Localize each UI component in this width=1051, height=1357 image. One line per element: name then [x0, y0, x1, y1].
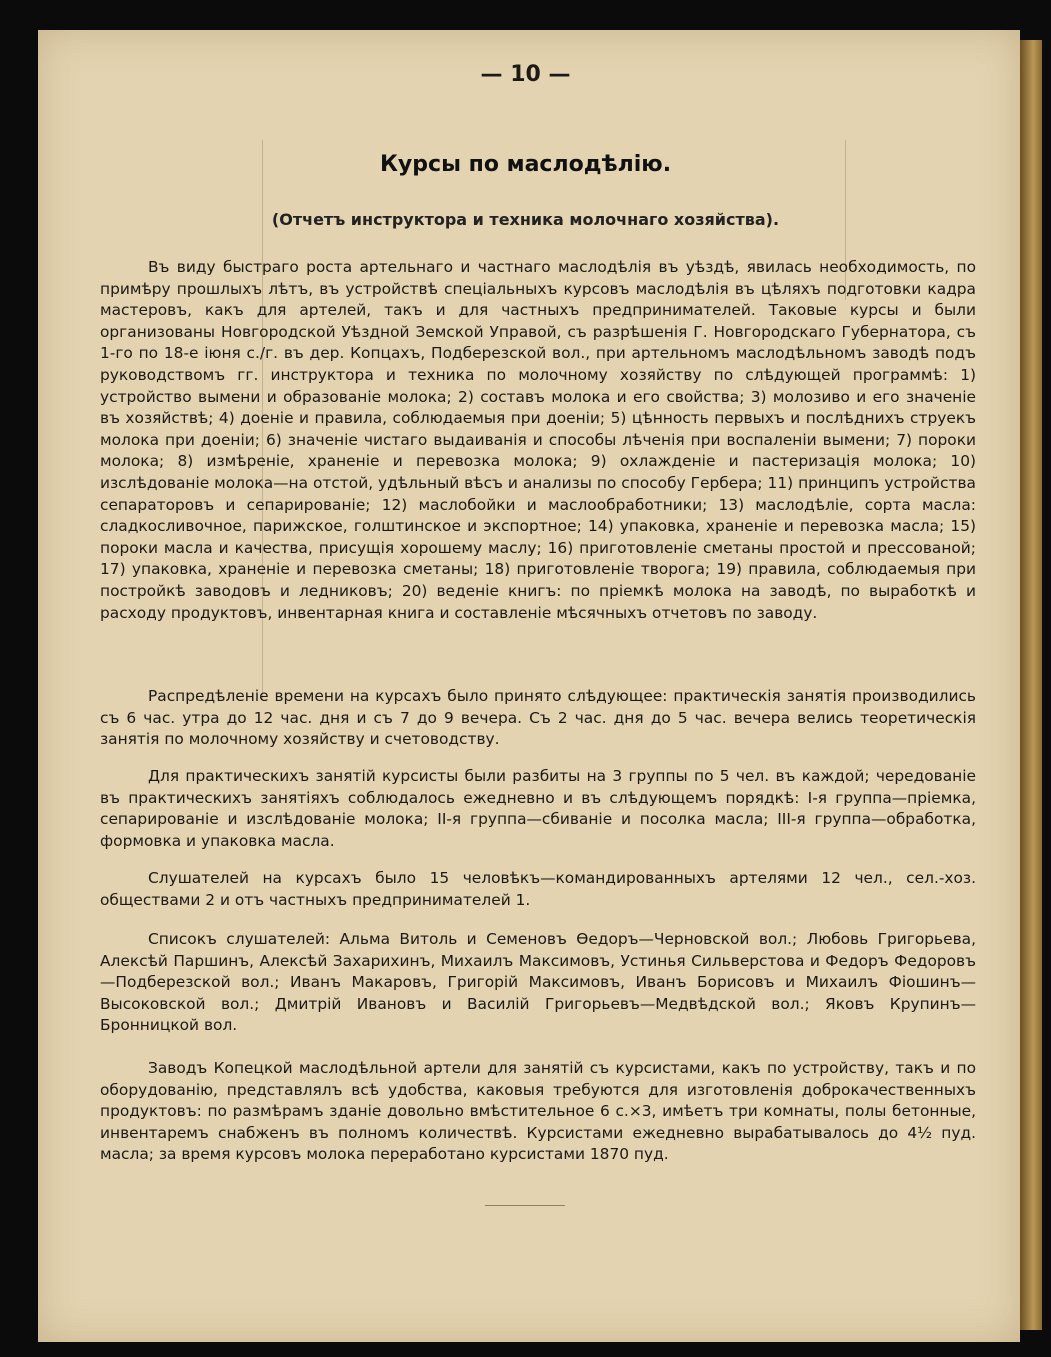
page-subtitle: (Отчетъ инструктора и техника молочнаго хозяйства).	[271, 210, 780, 229]
closing-rule	[485, 1205, 565, 1206]
paragraph-schedule: Распредѣленіе времени на курсахъ было принято слѣдующее: практическія занятія производились съ 6 час. утра до 12 час. дня и съ 7 до 9 вечера. Съ 2 час. дня до 5 час. вечера велись теоретическія занятія по молочному хозяйству и счетоводству.	[100, 687, 976, 749]
paragraph-student-list: Списокъ слушателей: Альма Витоль и Семеновъ Ѳедоръ—Черновской вол.; Любовь Григорьева, Алексѣй Паршинъ, Алексѣй Захарихинъ, Михаилъ Максимовъ, Устинья Сильверстова и Федоръ Федоровъ—Подберезской вол.; Иванъ Макаровъ, Григорій Максимовъ, Иванъ Борисовъ и Михаилъ Фіошинъ—Высоковской вол.; Дмитрій Ивановъ и Василій Григорьевъ—Медвѣдской вол.; Яковъ Крупинъ—Бронницкой вол.	[100, 930, 976, 1035]
paragraph-groups: Для практическихъ занятій курсисты были разбиты на 3 группы по 5 чел. въ каждой; чередованіе въ практическихъ занятіяхъ соблюдалось ежедневно и въ слѣдующемъ порядкѣ: І-я группа—пріемка, сепарированіе и изслѣдованіе молока; ІІ-я группа—сбиваніе и посолка масла; ІІІ-я группа—обработка, формовка и упаковка масла.	[100, 767, 976, 850]
paragraph-attendance: Слушателей на курсахъ было 15 человѣкъ—командированныхъ артелями 12 чел., сел.-хоз. обществами 2 и отъ частныхъ предпринимателей 1.	[100, 869, 976, 909]
paragraph-program: Въ виду быстраго роста артельнаго и частнаго маслодѣлія въ уѣздѣ, явилась необходимость, по примѣру прошлыхъ лѣтъ, въ устройствѣ спеціальныхъ курсовъ маслодѣлія въ цѣляхъ подготовки кадра мастеровъ, какъ для артелей, такъ и для частныхъ предпринимателей. Таковые курсы и были организованы Новгородской Уѣздной Земской Управой, съ разрѣшенія Г. Новгородскаго Губернатора, съ 1-го по 18-е іюня с./г. въ дер. Копцахъ, Подберезской вол., при артельномъ маслодѣльномъ заводѣ подъ руководствомъ гг. инструктора и техника по молочному хозяйству по слѣдующей программѣ: 1) устройство вымени и образованіе молока; 2) составъ молока и его свойства; 3) молозиво и его значеніе въ хозяйствѣ; 4) доеніе и правила, соблюдаемыя при доеніи; 5) цѣнность первыхъ и послѣднихъ струекъ молока при доеніи; 6) значеніе чистаго выдаиванія и способы лѣченія при воспаленіи вымени; 7) пороки молока; 8) измѣреніе, храненіе и перевозка молока; 9) охлажденіе и пастеризація молока; 10) изслѣдованіе молока—на отстой, удѣльный вѣсъ и анализы по способу Гербера; 11) принципъ устройства сепараторовъ и сепарированіе; 12) маслобойки и маслообработники; 13) маслодѣліе, сорта масла: сладкосливочное, парижское, голштинское и экспортное; 14) упаковка, храненіе и перевозка масла; 15) пороки масла и качества, присущія хорошему маслу; 16) приготовленіе сметаны простой и прессованой; 17) упаковка, храненіе и перевозка сметаны; 18) приготовленіе творога; 19) правила, соблюдаемыя при постройкѣ заводовъ и ледниковъ; 20) веденіе книгъ: по пріемкѣ молока на заводѣ, по выработкѣ и расходу продуктовъ, инвентарная книга и составленіе мѣсячныхъ отчетовъ по заводу.	[100, 258, 976, 622]
page-title: Курсы по маслодѣлію.	[379, 152, 672, 177]
page-edge	[1020, 40, 1042, 1330]
paragraph-factory: Заводъ Копецкой маслодѣльной артели для занятій съ курсистами, какъ по устройству, такъ и по оборудованію, представлялъ всѣ удобства, каковыя требуются для изготовленія доброкачественныхъ продуктовъ: по размѣрамъ зданіе довольно вмѣстительное 6 с.×3, имѣетъ три комнаты, полы бетонные, инвентаремъ снабженъ въ полномъ количествѣ. Курсистами ежедневно вырабатывалось до 4½ пуд. масла; за время курсовъ молока переработано курсистами 1870 пуд.	[100, 1059, 976, 1164]
page-number: — 10 —	[480, 62, 571, 87]
